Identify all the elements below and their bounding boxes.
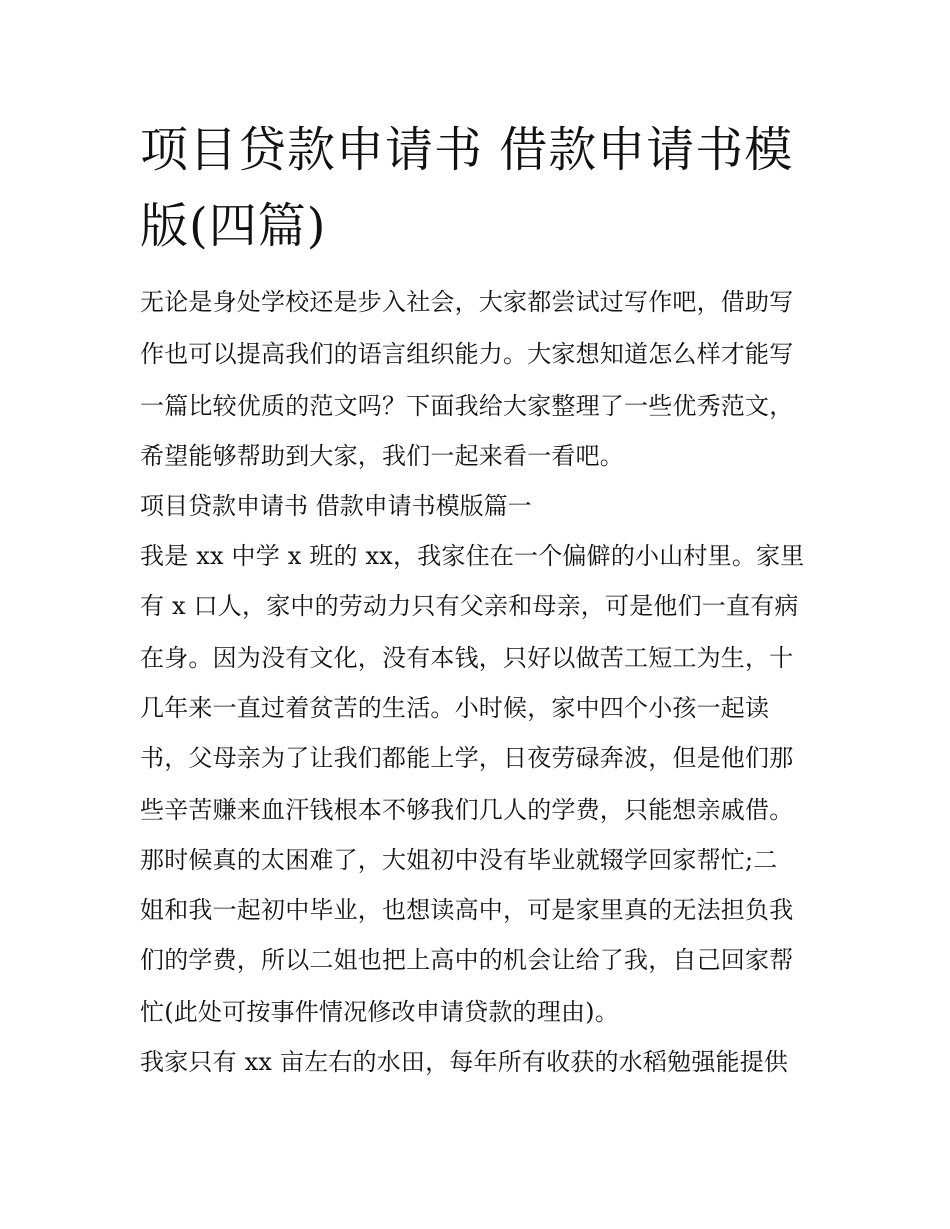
paragraph-line: 我是 xx 中学 x 班的 xx，我家住在一个偏僻的小山村里。家里: [140, 542, 805, 570]
document-title: 项目贷款申请书 借款申请书模版(四篇): [140, 122, 794, 254]
section-heading: 项目贷款申请书 借款申请书模版篇一: [140, 492, 532, 520]
paragraph-line: 我家只有 xx 亩左右的水田，每年所有收获的水稻勉强能提供: [140, 1048, 789, 1076]
paragraph-line: 在身。因为没有文化，没有本钱，只好以做苦工短工为生，十: [140, 644, 794, 672]
paragraph-line: 书，父母亲为了让我们都能上学，日夜劳碌奔波，但是他们那: [140, 744, 794, 772]
intro-line: 希望能够帮助到大家，我们一起来看一看吧。: [140, 442, 624, 470]
paragraph-line: 忙(此处可按事件情况修改申请贷款的理由)。: [140, 998, 619, 1026]
intro-line: 一篇比较优质的范文吗？下面我给大家整理了一些优秀范文，: [140, 392, 794, 420]
paragraph-line: 那时候真的太困难了，大姐初中没有毕业就辍学回家帮忙;二: [140, 846, 778, 874]
paragraph-line: 们的学费，所以二姐也把上高中的机会让给了我，自己回家帮: [140, 946, 794, 974]
intro-line: 作也可以提高我们的语言组织能力。大家想知道怎么样才能写: [140, 340, 794, 368]
paragraph-line: 有 x 口人，家中的劳动力只有父亲和母亲，可是他们一直有病: [140, 592, 799, 620]
paragraph-line: 些辛苦赚来血汗钱根本不够我们几人的学费，只能想亲戚借。: [140, 796, 794, 824]
intro-line: 无论是身处学校还是步入社会，大家都尝试过写作吧，借助写: [140, 288, 794, 316]
paragraph-line: 姐和我一起初中毕业，也想读高中，可是家里真的无法担负我: [140, 896, 794, 924]
paragraph-line: 几年来一直过着贫苦的生活。小时候，家中四个小孩一起读: [140, 694, 770, 722]
